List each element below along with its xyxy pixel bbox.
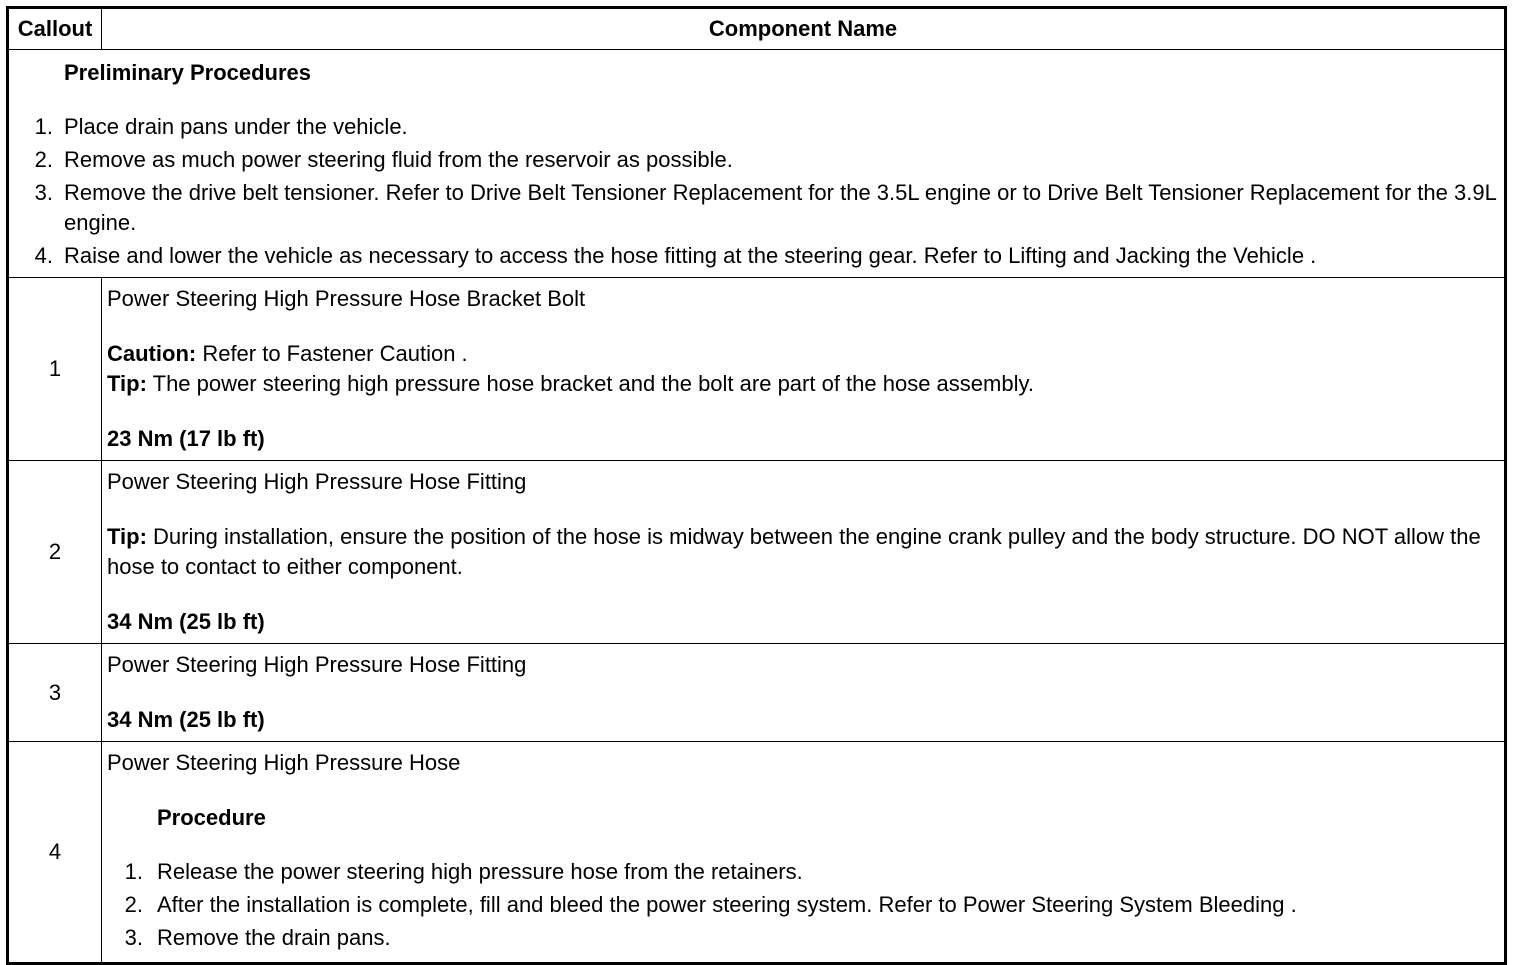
table-row <box>8 644 1506 742</box>
component-table <box>6 6 1507 965</box>
list-item: 4. Raise and lower the vehicle as necessary to access the hose fitting at the steering gear. Refer to Lifting and Jacking the Vehicle . <box>34 243 1317 268</box>
tip-line: Tip: During installation, ensure the position of the hose is midway between the engine crank pulley and the body structure. DO NOT allow the hose to contact to either component. <box>107 524 1481 579</box>
tip-line: Tip: The power steering high pressure hose bracket and the bolt are part of the hose assembly. <box>107 371 1034 396</box>
caution-line: Caution: Refer to Fastener Caution . <box>107 341 468 366</box>
list-item: 1. Place drain pans under the vehicle. <box>34 114 408 139</box>
list-item: 2. After the installation is complete, fill and bleed the power steering system. Refer to Power Steering System Bleeding . <box>124 892 1297 917</box>
preliminary-row <box>8 50 1506 278</box>
procedure-steps <box>107 857 1494 953</box>
procedure-title: Procedure <box>157 805 266 830</box>
torque-spec: 34 Nm (25 lb ft) <box>107 609 265 634</box>
callout-number: 4 <box>8 742 102 964</box>
table-row <box>8 461 1506 644</box>
callout-header: Callout <box>8 8 102 50</box>
component-name: Power Steering High Pressure Hose <box>107 750 461 775</box>
list-item: 1. Release the power steering high pressure hose from the retainers. <box>124 859 803 884</box>
callout-number: 1 <box>8 278 102 461</box>
callout-number: 3 <box>8 644 102 742</box>
list-item: 3. Remove the drain pans. <box>124 925 391 950</box>
component-name-header: Component Name <box>102 8 1506 50</box>
component-cell <box>102 461 1506 644</box>
preliminary-title: Preliminary Procedures <box>64 60 312 85</box>
header-row <box>8 8 1506 50</box>
list-item: 2. Remove as much power steering fluid from the reservoir as possible. <box>34 147 733 172</box>
component-cell <box>102 278 1506 461</box>
list-item: 3. Remove the drive belt tensioner. Refer to Drive Belt Tensioner Replacement for the 3.5L engine or to Drive Belt Tensioner Replacement for the 3.9L engine. <box>34 180 1497 235</box>
torque-spec: 34 Nm (25 lb ft) <box>107 707 265 732</box>
torque-spec: 23 Nm (17 lb ft) <box>107 426 265 451</box>
procedure-block <box>107 803 1494 953</box>
table-row <box>8 278 1506 461</box>
callout-number: 2 <box>8 461 102 644</box>
component-name: Power Steering High Pressure Hose Fitting <box>107 652 527 677</box>
component-name: Power Steering High Pressure Hose Bracket Bolt <box>107 286 586 311</box>
component-cell <box>102 644 1506 742</box>
preliminary-steps <box>9 112 1504 271</box>
table-row <box>8 742 1506 964</box>
preliminary-procedures <box>8 50 1506 278</box>
component-name: Power Steering High Pressure Hose Fitting <box>107 469 527 494</box>
component-cell <box>102 742 1506 964</box>
